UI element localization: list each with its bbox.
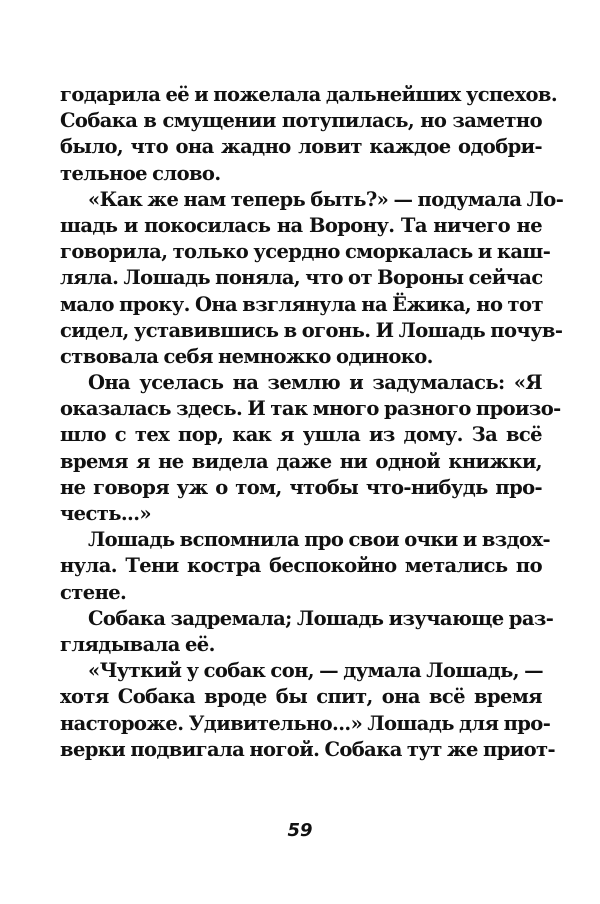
text-line: оказалась здесь. И так много разного произо- <box>60 397 561 421</box>
text-line: Она уселась на землю и задумалась: «Я <box>88 371 542 395</box>
text-line: не говоря уж о том, чтобы что-нибудь про- <box>60 475 542 499</box>
text-line: «Как же нам теперь быть?» — подумала Ло- <box>88 187 564 211</box>
text-line: время я не видела даже ни одной книжки, <box>60 449 542 473</box>
text-line: мало проку. Она взглянула на Ёжика, но тот <box>60 292 543 316</box>
text-line: верки подвигала ногой. Собака тут же приот- <box>60 737 555 761</box>
text-line: сидел, уставившись в огонь. И Лошадь почув- <box>60 318 563 342</box>
text-line: «Чуткий у собак сон, — думала Лошадь, — <box>88 659 544 683</box>
text-line: шадь и покосилась на Ворону. Та ничего не <box>60 213 542 237</box>
text-line: глядывала её. <box>60 632 215 656</box>
text-line: шло с тех пор, как я ушла из дому. За всё <box>60 423 542 447</box>
page-body-text <box>60 82 564 763</box>
text-line: честь...» <box>60 502 152 525</box>
text-line: ляла. Лошадь поняла, что от Вороны сейчас <box>60 266 543 290</box>
text-line: говорила, только усердно сморкалась и каш- <box>60 240 551 264</box>
text-line: было, что она жадно ловит каждое одобри- <box>60 135 542 159</box>
text-line: Собака в смущении потупилась, но заметно <box>60 109 542 133</box>
text-line: настороже. Удивительно...» Лошадь для про- <box>60 711 551 735</box>
text-line: ствовала себя немножко одиноко. <box>60 344 433 368</box>
text-line: Собака задремала; Лошадь изучающе раз- <box>88 606 554 630</box>
text-line: Лошадь вспомнила про свои очки и вздох- <box>88 528 550 552</box>
page-number: 59 <box>287 820 313 841</box>
text-line: хотя Собака вроде бы спит, она всё время <box>60 685 542 709</box>
text-line: стене. <box>60 580 127 604</box>
text-line: тельное слово. <box>60 161 221 185</box>
text-line: годарила её и пожелала дальнейших успехов. <box>60 83 558 106</box>
text-line: нула. Тени костра беспокойно метались по <box>60 554 542 578</box>
